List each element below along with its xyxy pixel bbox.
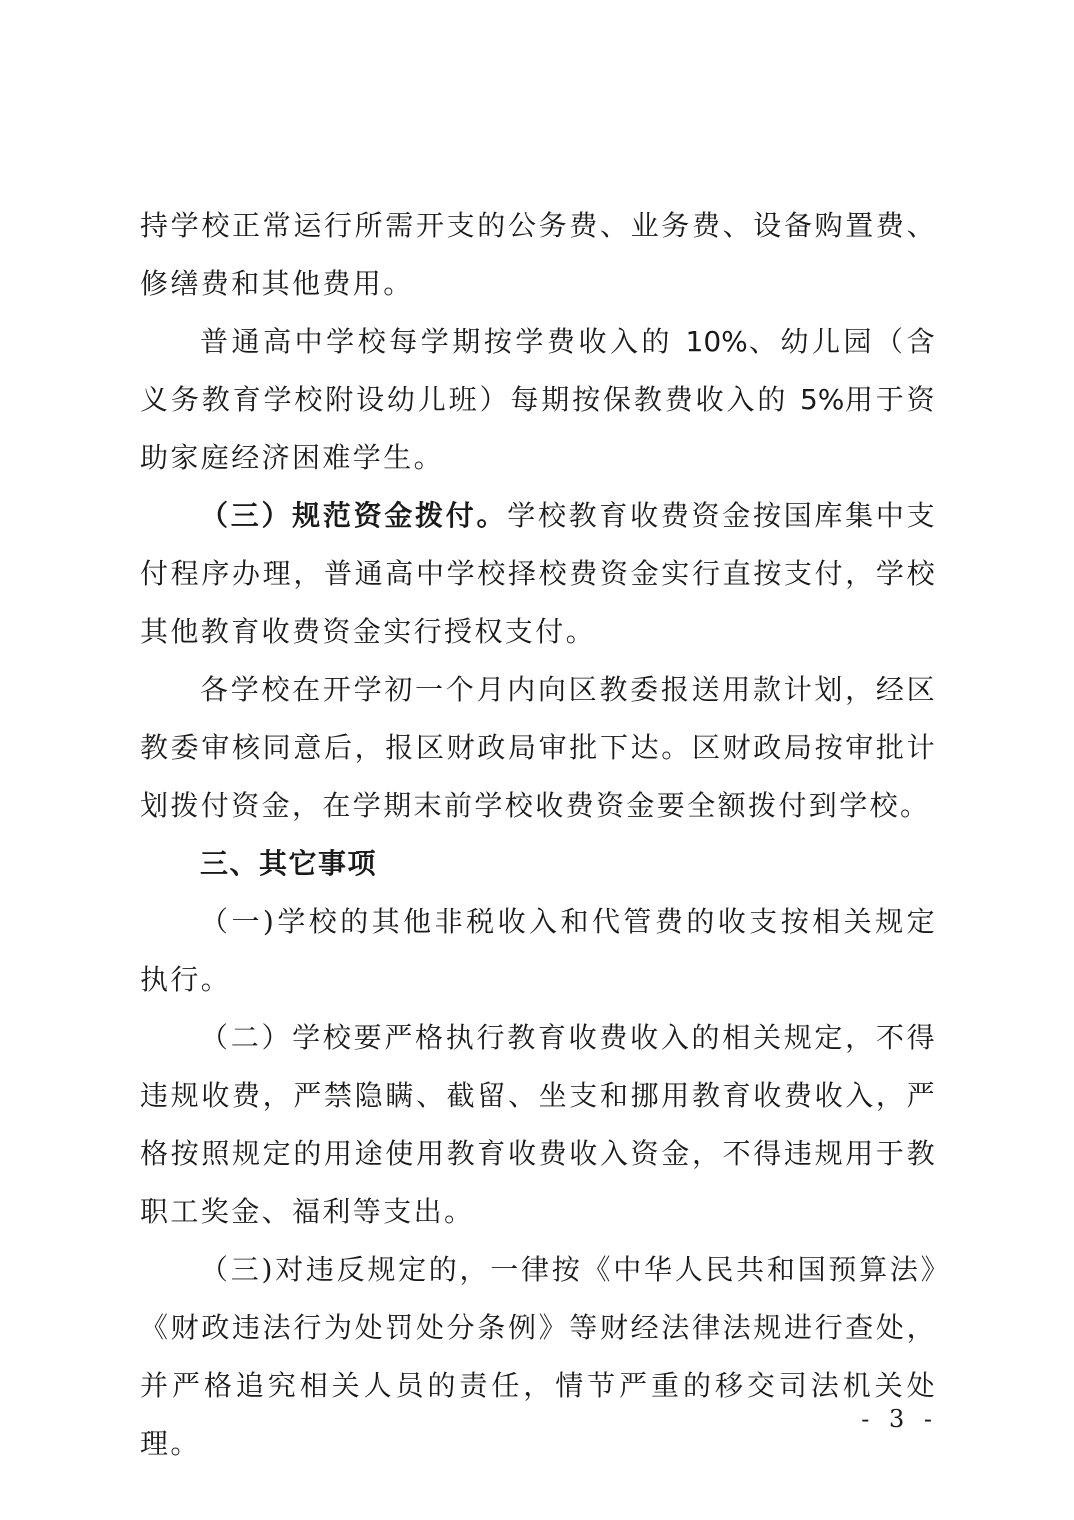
subheading-fund-allocation: （三）规范资金拨付。 xyxy=(200,499,508,532)
paragraph-item-2: （二）学校要严格执行教育收费收入的相关规定，不得违规收费，严禁隐瞒、截留、坐支和挪用教育收费收入，严格按照规定的用途使用教育收费收入资金，不得违规用于教职工奖金、福利等支出。 xyxy=(140,1021,937,1228)
paragraph-spending-plan: 各学校在开学初一个月内向区教委报送用款计划，经区教委审核同意后，报区财政局审批下达。区财政局按审批计划拨付资金，在学期末前学校收费资金要全额拨付到学校。 xyxy=(140,673,937,822)
page-number: - 3 - xyxy=(861,1405,938,1433)
percent-value: 5% xyxy=(799,383,845,416)
text-segment: 普通高中学校每学期按学费收入的 xyxy=(200,325,686,358)
text-segment: 学校教育收费资金按国库集中支付程序办理，普通高中学校择校费资金实行直按支付，学校其他教育收费资金实行授权支付。 xyxy=(140,499,937,648)
paragraph-tuition-aid xyxy=(140,313,937,487)
percent-value: 10% xyxy=(685,325,748,358)
section-heading-other-matters: 三、其它事项 xyxy=(200,847,378,880)
text-segment: 用于资助家庭经济困难学生。 xyxy=(140,383,938,474)
paragraph-item-1: （一)学校的其他非税收入和代管费的收支按相关规定执行。 xyxy=(140,905,937,996)
paragraph-item-3: （三)对违反规定的，一律按《中华人民共和国预算法》《财政违法行为处罚处分条例》等财经法律法规进行查处，并严格追究相关人员的责任，情节严重的移交司法机关处理。 xyxy=(140,1253,937,1460)
document-body xyxy=(140,197,937,1473)
paragraph-continuation: 持学校正常运行所需开支的公务费、业务费、设备购置费、修缮费和其他费用。 xyxy=(140,209,937,300)
text-segment: 、幼儿园（含义务教育学校附设幼儿班）每期按保教费收入的 xyxy=(140,325,937,416)
paragraph-fund-allocation xyxy=(140,487,937,661)
